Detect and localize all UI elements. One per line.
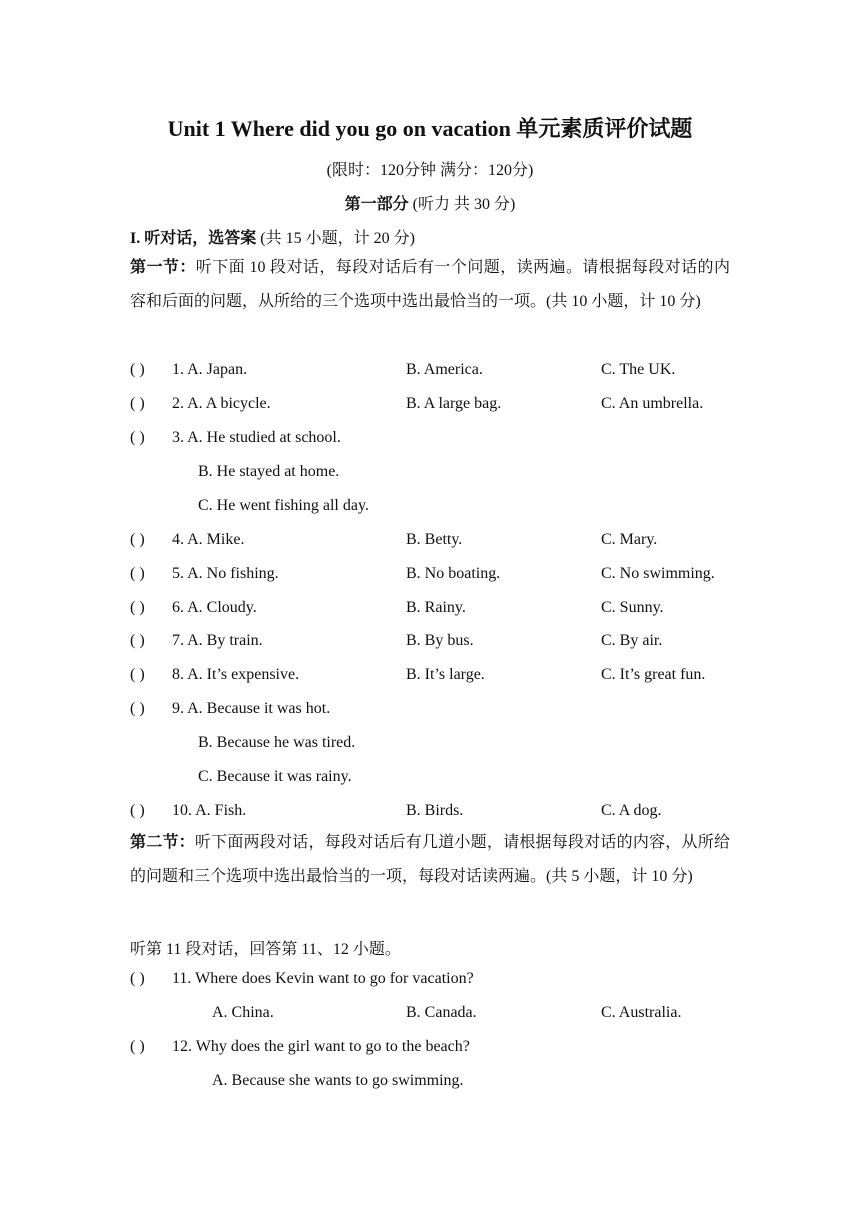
q9-option-b: B. Because he was tired. bbox=[198, 734, 356, 751]
answer-blank-7[interactable]: ( ) bbox=[130, 632, 145, 649]
q9-option-c: C. Because it was rainy. bbox=[198, 768, 352, 785]
dialogue-11-instruction: 听第 11 段对话，回答第 11、12 小题。 bbox=[130, 941, 401, 958]
answer-blank-2[interactable]: ( ) bbox=[130, 395, 145, 412]
q8-option-c: C. It’s great fun. bbox=[601, 666, 706, 683]
q2-option-c: C. An umbrella. bbox=[601, 395, 704, 412]
q7-option-b: B. By bus. bbox=[406, 632, 474, 649]
q1-option-c: C. The UK. bbox=[601, 361, 676, 378]
q2-option-b: B. A large bag. bbox=[406, 395, 502, 412]
node-one-text: 听下面 10 段对话，每段对话后有一个问题，读两遍。请根据每段对话的内容和后面的问题，从所给的三个选项中选出最恰当的一项。(共 10 小题，计 10 分) bbox=[130, 259, 730, 310]
q11-option-c: C. Australia. bbox=[601, 1004, 682, 1021]
q1-option-a: 1. A. Japan. bbox=[172, 361, 248, 378]
answer-blank-4[interactable]: ( ) bbox=[130, 531, 145, 548]
q6-option-c: C. Sunny. bbox=[601, 599, 664, 616]
node-two-instructions bbox=[130, 826, 730, 894]
q6-option-b: B. Rainy. bbox=[406, 599, 466, 616]
answer-blank-6[interactable]: ( ) bbox=[130, 599, 145, 616]
q12-option-a: A. Because she wants to go swimming. bbox=[212, 1072, 464, 1089]
node-two-label: 第二节： bbox=[130, 834, 195, 851]
answer-blank-5[interactable]: ( ) bbox=[130, 565, 145, 582]
answer-blank-1[interactable]: ( ) bbox=[130, 361, 145, 378]
section-one-heading bbox=[130, 225, 415, 248]
q11-option-b: B. Canada. bbox=[406, 1004, 477, 1021]
q3-option-a: 3. A. He studied at school. bbox=[172, 429, 341, 446]
node-two-text: 听下面两段对话，每段对话后有几道小题，请根据每段对话的内容，从所给的问题和三个选项中选出最恰当的一项，每段对话读两遍。(共 5 小题，计 10 分) bbox=[130, 834, 730, 885]
q2-option-a: 2. A. A bicycle. bbox=[172, 395, 271, 412]
q6-option-a: 6. A. Cloudy. bbox=[172, 599, 257, 616]
part-one-heading bbox=[0, 191, 860, 214]
q4-option-a: 4. A. Mike. bbox=[172, 531, 245, 548]
q12-question: 12. Why does the girl want to go to the beach? bbox=[172, 1038, 470, 1055]
answer-blank-11[interactable]: ( ) bbox=[130, 970, 145, 987]
q7-option-a: 7. A. By train. bbox=[172, 632, 263, 649]
q9-option-a: 9. A. Because it was hot. bbox=[172, 700, 331, 717]
q11-option-a: A. China. bbox=[212, 1004, 274, 1021]
page-title: Unit 1 Where did you go on vacation 单元素质评价试题 bbox=[167, 116, 693, 141]
q10-option-c: C. A dog. bbox=[601, 802, 662, 819]
q4-option-b: B. Betty. bbox=[406, 531, 463, 548]
q3-option-b: B. He stayed at home. bbox=[198, 463, 340, 480]
part-one-detail: (听力 共 30 分) bbox=[408, 196, 516, 213]
q4-option-c: C. Mary. bbox=[601, 531, 658, 548]
section-one-detail: (共 15 小题，计 20 分) bbox=[256, 230, 415, 247]
section-one-label: I. 听对话，选答案 bbox=[130, 230, 257, 247]
q5-option-b: B. No boating. bbox=[406, 565, 501, 582]
answer-blank-10[interactable]: ( ) bbox=[130, 802, 145, 819]
q8-option-b: B. It’s large. bbox=[406, 666, 485, 683]
answer-blank-9[interactable]: ( ) bbox=[130, 700, 145, 717]
q10-option-b: B. Birds. bbox=[406, 802, 464, 819]
q7-option-c: C. By air. bbox=[601, 632, 663, 649]
q1-option-b: B. America. bbox=[406, 361, 483, 378]
q3-option-c: C. He went fishing all day. bbox=[198, 497, 369, 514]
node-one-label: 第一节： bbox=[130, 259, 196, 276]
q5-option-a: 5. A. No fishing. bbox=[172, 565, 279, 582]
time-limit-note: (限时：120分钟 满分：120分) bbox=[326, 162, 534, 179]
answer-blank-12[interactable]: ( ) bbox=[130, 1038, 145, 1055]
q5-option-c: C. No swimming. bbox=[601, 565, 715, 582]
q8-option-a: 8. A. It’s expensive. bbox=[172, 666, 300, 683]
q10-option-a: 10. A. Fish. bbox=[172, 802, 247, 819]
q11-question: 11. Where does Kevin want to go for vacation? bbox=[172, 970, 474, 987]
answer-blank-3[interactable]: ( ) bbox=[130, 429, 145, 446]
part-one-label: 第一部分 bbox=[344, 196, 409, 213]
answer-blank-8[interactable]: ( ) bbox=[130, 666, 145, 683]
node-one-instructions bbox=[130, 251, 730, 319]
